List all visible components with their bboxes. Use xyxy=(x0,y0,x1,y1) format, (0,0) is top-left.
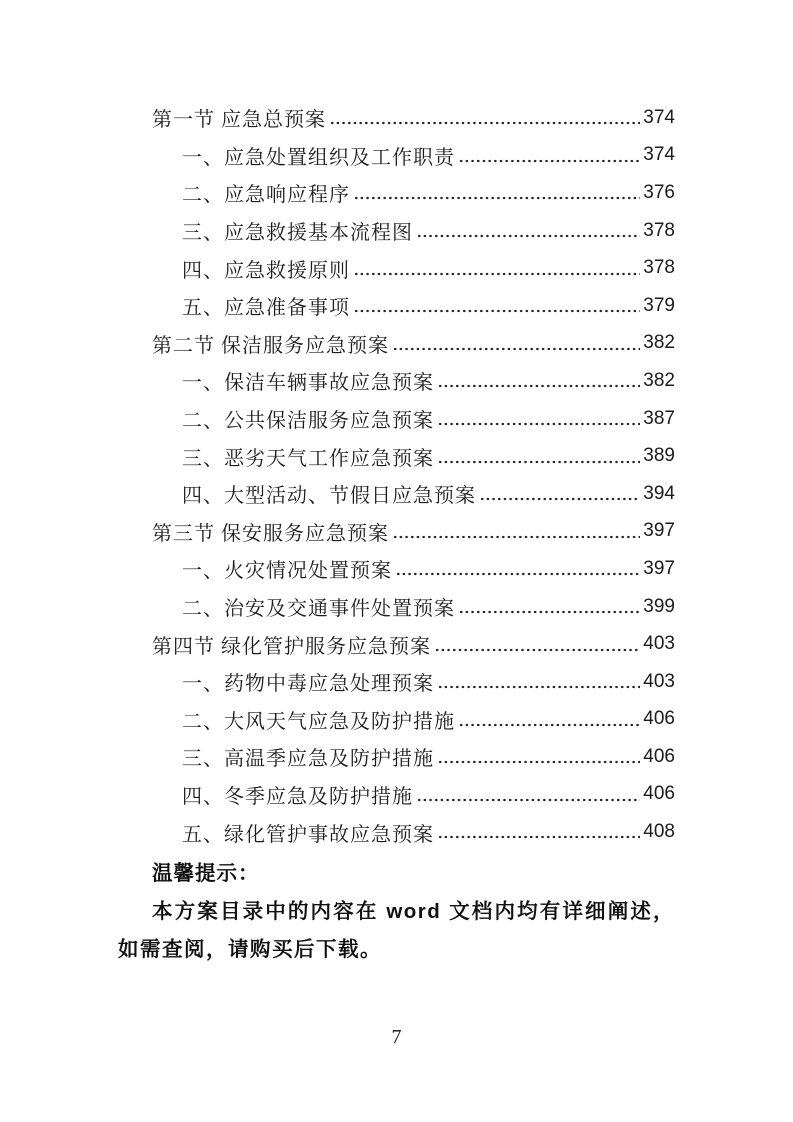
dot-leader xyxy=(393,325,640,363)
toc-entry-page-number: 374 xyxy=(643,144,675,166)
toc-entry-label: 三、高温季应急及防护措施 xyxy=(182,748,434,771)
toc-entry-item xyxy=(118,588,675,626)
toc-entry-item xyxy=(118,249,675,287)
dot-leader xyxy=(354,287,640,325)
toc-entry-page-number: 378 xyxy=(643,219,675,241)
toc-entry-label: 三、应急救援基本流程图 xyxy=(182,222,413,245)
dot-leader xyxy=(459,701,640,739)
toc-entry-page-number: 376 xyxy=(643,181,675,203)
toc-entry-page-number: 403 xyxy=(643,633,675,655)
page-content xyxy=(118,99,675,970)
toc-entry-label: 第四节 绿化管护服务应急预案 xyxy=(152,635,431,658)
dot-leader xyxy=(438,663,640,701)
toc-entry-item xyxy=(118,400,675,438)
dot-leader xyxy=(354,174,640,212)
dot-leader xyxy=(417,776,640,814)
dot-leader xyxy=(438,400,640,438)
notice-body: 本方案目录中的内容在 word 文档内均有详细阐述，如需查阅，请购买后下载。 xyxy=(118,899,675,962)
toc-entry-page-number: 406 xyxy=(643,745,675,767)
dot-leader xyxy=(438,362,640,400)
toc-entry-label: 四、大型活动、节假日应急预案 xyxy=(182,485,476,508)
toc-entry-page-number: 382 xyxy=(643,332,675,354)
toc-entry-label: 五、绿化管护事故应急预案 xyxy=(182,823,434,846)
toc-entry-item xyxy=(118,550,675,588)
dot-leader xyxy=(417,212,640,250)
dot-leader xyxy=(330,99,640,137)
dot-leader xyxy=(459,588,640,626)
toc-entry-page-number: 406 xyxy=(643,708,675,730)
toc-entry-label: 一、火灾情况处置预案 xyxy=(182,560,392,583)
toc-entry-page-number: 389 xyxy=(643,445,675,467)
dot-leader xyxy=(438,437,640,475)
dot-leader xyxy=(393,513,640,551)
dot-leader xyxy=(396,550,640,588)
toc-entry-label: 第二节 保洁服务应急预案 xyxy=(152,334,389,357)
dot-leader xyxy=(438,738,640,776)
toc-entry-page-number: 379 xyxy=(643,294,675,316)
toc-entry-page-number: 378 xyxy=(643,257,675,279)
toc-entry-item xyxy=(118,437,675,475)
toc-entry-item xyxy=(118,362,675,400)
toc-entry-item xyxy=(118,776,675,814)
toc-list xyxy=(118,99,675,851)
toc-entry-item xyxy=(118,287,675,325)
toc-entry-label: 第三节 保安服务应急预案 xyxy=(152,522,389,545)
dot-leader xyxy=(459,137,640,175)
toc-entry-page-number: 403 xyxy=(643,670,675,692)
toc-entry-item xyxy=(118,137,675,175)
toc-entry-label: 二、治安及交通事件处置预案 xyxy=(182,598,455,621)
toc-entry-label: 二、公共保洁服务应急预案 xyxy=(182,410,434,433)
toc-entry-page-number: 397 xyxy=(643,520,675,542)
toc-entry-item xyxy=(118,813,675,851)
toc-entry-label: 一、应急处置组织及工作职责 xyxy=(182,146,455,169)
toc-entry-label: 第一节 应急总预案 xyxy=(152,109,326,132)
toc-entry-label: 五、应急准备事项 xyxy=(182,297,350,320)
toc-entry-item xyxy=(118,663,675,701)
dot-leader xyxy=(480,475,640,513)
toc-entry-section xyxy=(118,325,675,363)
toc-entry-page-number: 399 xyxy=(643,595,675,617)
toc-entry-page-number: 394 xyxy=(643,482,675,504)
notice-block xyxy=(118,855,675,970)
toc-entry-section xyxy=(118,513,675,551)
toc-entry-item xyxy=(118,174,675,212)
toc-entry-label: 三、恶劣天气工作应急预案 xyxy=(182,447,434,470)
toc-entry-item xyxy=(118,475,675,513)
toc-entry-label: 四、应急救援原则 xyxy=(182,259,350,282)
toc-entry-item xyxy=(118,701,675,739)
footer-page-number: 7 xyxy=(391,1026,402,1048)
toc-entry-label: 一、保洁车辆事故应急预案 xyxy=(182,372,434,395)
toc-entry-page-number: 374 xyxy=(643,106,675,128)
dot-leader xyxy=(354,249,640,287)
toc-entry-item xyxy=(118,212,675,250)
toc-entry-page-number: 408 xyxy=(643,821,675,843)
toc-entry-section xyxy=(118,625,675,663)
dot-leader xyxy=(435,625,640,663)
dot-leader xyxy=(438,813,640,851)
toc-entry-page-number: 382 xyxy=(643,369,675,391)
toc-entry-page-number: 387 xyxy=(643,407,675,429)
toc-entry-label: 一、药物中毒应急处理预案 xyxy=(182,673,434,696)
toc-entry-page-number: 406 xyxy=(643,783,675,805)
toc-entry-label: 二、大风天气应急及防护措施 xyxy=(182,710,455,733)
toc-entry-item xyxy=(118,738,675,776)
toc-entry-page-number: 397 xyxy=(643,557,675,579)
notice-title: 温馨提示： xyxy=(152,861,260,885)
toc-entry-label: 四、冬季应急及防护措施 xyxy=(182,785,413,808)
toc-entry-label: 二、应急响应程序 xyxy=(182,184,350,207)
toc-entry-section xyxy=(118,99,675,137)
